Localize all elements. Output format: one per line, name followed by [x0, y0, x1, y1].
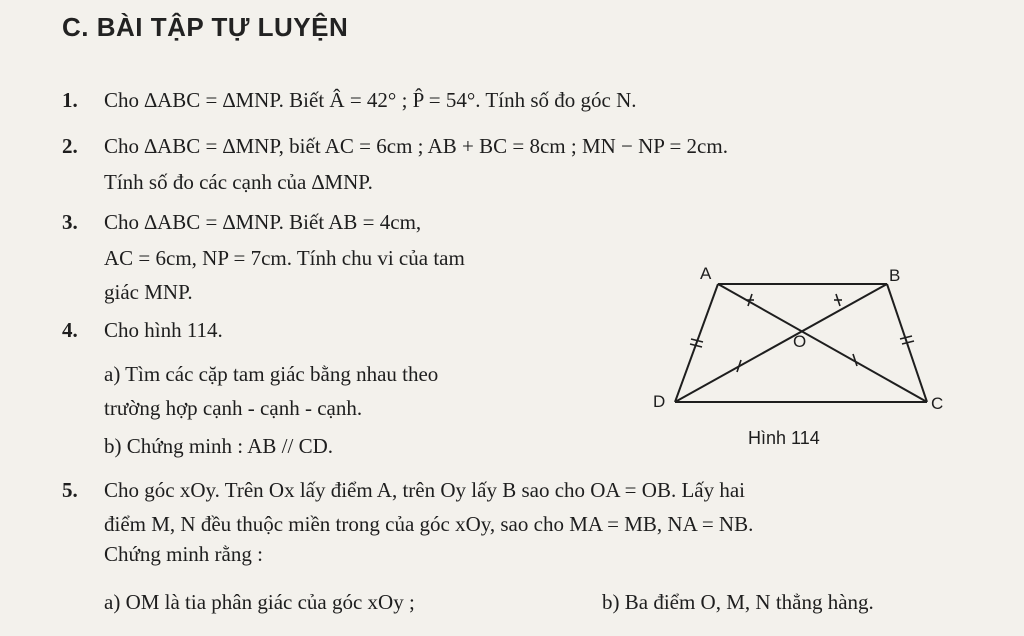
exercise-4a-line-2: trường hợp cạnh - cạnh - cạnh.	[104, 396, 363, 420]
exercise-1-number: 1.	[62, 88, 78, 112]
label-point-a: A	[700, 264, 712, 283]
exercise-5-number: 5.	[62, 478, 78, 502]
exercise-5-line-1: Cho góc xOy. Trên Ox lấy điểm A, trên Oy lấy B sao cho OA = OB. Lấy hai	[104, 478, 746, 502]
exercise-3-number: 3.	[62, 210, 78, 234]
exercise-2-line-2: Tính số đo các cạnh của ∆MNP.	[104, 170, 373, 194]
exercise-4-number: 4.	[62, 318, 78, 342]
exercise-2-number: 2.	[62, 134, 78, 158]
exercise-4a-line-1: a) Tìm các cặp tam giác bằng nhau theo	[104, 362, 439, 386]
section-title: C. BÀI TẬP TỰ LUYỆN	[62, 12, 349, 42]
label-point-o: O	[793, 332, 807, 351]
label-point-b: B	[889, 266, 901, 285]
segment-da	[675, 284, 718, 402]
exercise-3-line-2: AC = 6cm, NP = 7cm. Tính chu vi của tam	[104, 246, 465, 270]
diagonal-bd	[675, 284, 887, 402]
exercise-5a-line: a) OM là tia phân giác của góc xOy ;	[104, 590, 415, 614]
exercise-1-line-1: Cho ∆ABC = ∆MNP. Biết Â = 42° ; P̂ = 54°. Tính số đo góc N.	[104, 88, 637, 112]
exercise-5b-line: b) Ba điểm O, M, N thẳng hàng.	[602, 590, 874, 614]
label-point-d: D	[653, 392, 666, 411]
exercise-3-line-1: Cho ∆ABC = ∆MNP. Biết AB = 4cm,	[104, 210, 422, 234]
exercise-5-line-3: Chứng minh rằng :	[104, 542, 263, 566]
figure-114	[640, 262, 970, 452]
exercise-2-line-1: Cho ∆ABC = ∆MNP, biết AC = 6cm ; AB + BC = 8cm ; MN − NP = 2cm.	[104, 134, 728, 158]
exercise-3-line-3: giác MNP.	[104, 280, 193, 304]
exercise-5-line-2: điểm M, N đều thuộc miền trong của góc xOy, sao cho MA = MB, NA = NB.	[104, 512, 754, 536]
figure-caption: Hình 114	[748, 428, 820, 448]
label-point-c: C	[931, 394, 944, 413]
exercise-4-line-1: Cho hình 114.	[104, 318, 223, 342]
exercise-4b-line-1: b) Chứng minh : AB // CD.	[104, 434, 333, 458]
